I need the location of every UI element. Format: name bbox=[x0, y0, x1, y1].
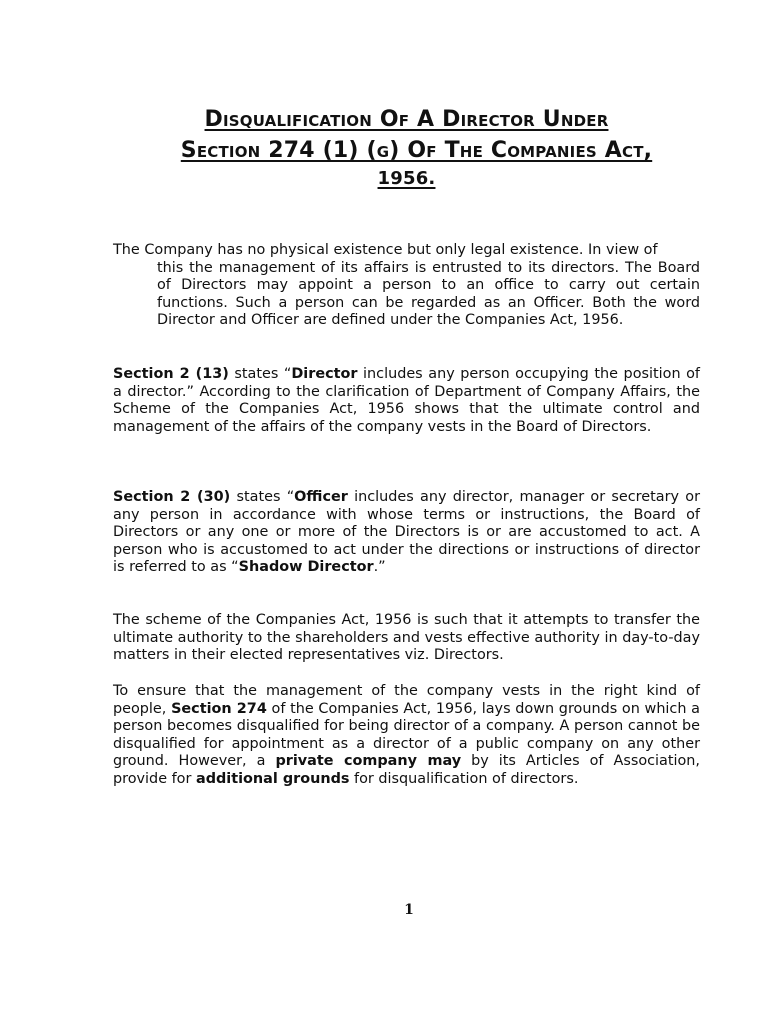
closing-quote: .” bbox=[373, 559, 386, 576]
shadow-director-term: Shadow Director bbox=[238, 559, 374, 576]
paragraph-scheme bbox=[113, 612, 700, 665]
page-number: 1 bbox=[404, 902, 414, 918]
section-reference: Section 2 (30) bbox=[113, 489, 231, 505]
paragraph-section-274 bbox=[113, 683, 700, 789]
definition-text: includes any person occupying the position of a director.” According to the clarification of Department of Company Affairs, the Scheme of the Companies Act, 1956 shows that the ultimate control and management of the affairs of the company vests in the Board of Directors. bbox=[113, 366, 700, 435]
title-line-2: Section 274 (1) (g) Of The Companies Act, bbox=[180, 138, 653, 163]
states-text: states “ bbox=[228, 366, 292, 382]
definition-text: includes any director, manager or secretary or any person in accordance with whose terms or instructions, the Board of Directors or any one or more of the Directors is or are accustomed to act. A person who is accustomed to act under the directions or instructions of director is referred to as “ bbox=[113, 489, 701, 576]
paragraph-intro-rest: this the management of its affairs is entrusted to its directors. The Board of Directors may appoint a person to an office to carry out certain functions. Such a person can be regarded as an Officer. Both the word Director and Officer are defined under the Companies Act, 1956. bbox=[157, 259, 700, 329]
paragraph-officer-definition bbox=[113, 489, 700, 577]
title-line-3: 1956. bbox=[377, 168, 436, 189]
paragraph-scheme-text: The scheme of the Companies Act, 1956 is such that it attempts to transfer the ultimate authority to the shareholders and vests effective authority in day-to-day matters in their elected representatives viz. Directors. bbox=[113, 612, 700, 664]
section-reference: Section 274 bbox=[171, 700, 267, 717]
paragraph-intro bbox=[113, 242, 700, 330]
document-title bbox=[113, 104, 700, 192]
text-segment: by its Articles of Association, provide for bbox=[113, 753, 700, 787]
text-segment: To ensure that the management of the company vests in the right kind of people, bbox=[113, 683, 700, 717]
defined-term: Director bbox=[291, 366, 358, 382]
text-segment: for disqualification of directors. bbox=[349, 770, 579, 787]
paragraph-director-definition bbox=[113, 366, 700, 436]
private-company-term: private company may bbox=[275, 753, 462, 770]
title-line-1: Disqualification Of A Director Under bbox=[204, 107, 609, 132]
additional-grounds-term: additional grounds bbox=[195, 770, 350, 787]
states-text: states “ bbox=[230, 489, 295, 505]
defined-term: Officer bbox=[294, 489, 348, 505]
text-segment: of the Companies Act, 1956, lays down grounds on which a person becomes disqualified for being director of a company. A person cannot be disqualified for appointment as a director of a public company on any other ground. However, a bbox=[113, 700, 700, 770]
paragraph-intro-first-line: The Company has no physical existence but only legal existence. In view of bbox=[113, 242, 658, 258]
section-reference: Section 2 (13) bbox=[113, 366, 229, 382]
